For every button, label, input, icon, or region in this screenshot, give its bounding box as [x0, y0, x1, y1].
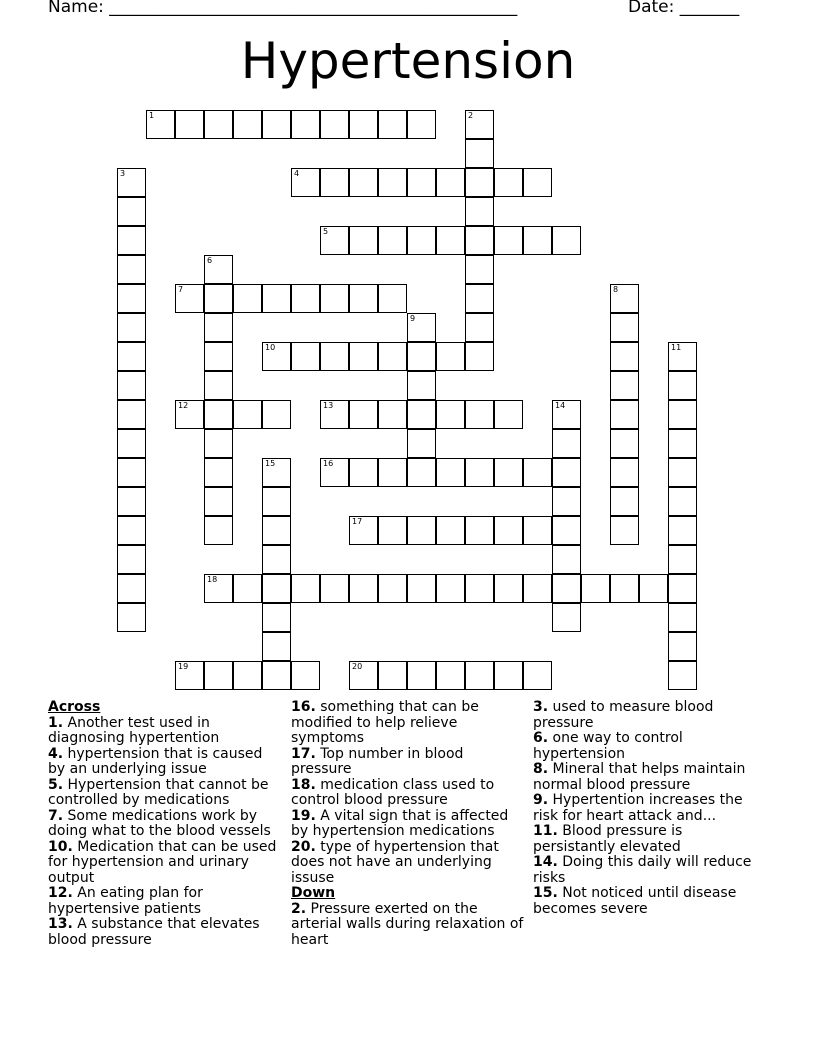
grid-cell[interactable] — [465, 226, 494, 255]
grid-cell[interactable] — [639, 574, 668, 603]
grid-cell[interactable] — [407, 226, 436, 255]
grid-cell[interactable] — [668, 458, 697, 487]
grid-cell[interactable] — [610, 400, 639, 429]
grid-cell[interactable] — [610, 342, 639, 371]
clue-item — [291, 747, 526, 778]
grid-cell[interactable] — [262, 487, 291, 516]
grid-cell[interactable] — [523, 458, 552, 487]
grid-cell[interactable] — [668, 516, 697, 545]
grid-cell[interactable] — [204, 284, 233, 313]
clue-item-text: Blood pressure is persistantly elevated — [533, 823, 683, 855]
grid-cell[interactable] — [262, 284, 291, 313]
grid-cell[interactable] — [204, 342, 233, 371]
clue-number: 7 — [178, 285, 184, 294]
grid-cell[interactable] — [117, 400, 146, 429]
grid-cell[interactable] — [465, 661, 494, 690]
grid-cell[interactable] — [204, 110, 233, 139]
grid-cell[interactable] — [204, 487, 233, 516]
grid-cell[interactable] — [465, 516, 494, 545]
clue-item-number: 5. — [48, 776, 64, 793]
grid-cell[interactable] — [117, 197, 146, 226]
grid-cell[interactable] — [494, 168, 523, 197]
clue-number: 1 — [149, 111, 155, 120]
grid-cell[interactable] — [668, 371, 697, 400]
grid-cell[interactable] — [378, 226, 407, 255]
clue-item-number: 20. — [291, 838, 316, 855]
clue-item — [533, 855, 768, 886]
down-clue-list-cont — [533, 700, 768, 917]
grid-cell[interactable] — [552, 429, 581, 458]
grid-cell[interactable] — [291, 574, 320, 603]
across-heading: Across — [48, 699, 101, 715]
grid-cell[interactable] — [552, 545, 581, 574]
grid-cell[interactable] — [668, 545, 697, 574]
clue-number: 17 — [352, 517, 363, 526]
grid-cell[interactable] — [204, 458, 233, 487]
clue-item-number: 7. — [48, 807, 64, 824]
clue-item-number: 2. — [291, 900, 307, 917]
grid-cell[interactable] — [204, 313, 233, 342]
clue-item — [533, 824, 768, 855]
clue-item — [48, 778, 278, 809]
grid-cell[interactable] — [291, 342, 320, 371]
clue-item-number: 12. — [48, 885, 73, 901]
grid-cell[interactable] — [436, 458, 465, 487]
grid-cell[interactable] — [407, 516, 436, 545]
grid-cell[interactable] — [117, 255, 146, 284]
grid-cell[interactable] — [175, 400, 204, 429]
grid-cell[interactable] — [465, 284, 494, 313]
grid-cell[interactable] — [262, 516, 291, 545]
grid-cell[interactable] — [262, 458, 291, 487]
grid-cell[interactable] — [436, 400, 465, 429]
grid-cell[interactable] — [407, 313, 436, 342]
grid-cell[interactable] — [320, 342, 349, 371]
grid-cell[interactable] — [552, 400, 581, 429]
clue-number: 16 — [323, 459, 334, 468]
grid-cell[interactable] — [117, 284, 146, 313]
clue-item-number: 14. — [533, 854, 558, 870]
grid-cell[interactable] — [523, 516, 552, 545]
grid-cell[interactable] — [349, 342, 378, 371]
grid-cell[interactable] — [465, 110, 494, 139]
grid-cell[interactable] — [407, 458, 436, 487]
clue-number: 2 — [468, 111, 474, 120]
clue-item-number: 13. — [48, 916, 73, 932]
grid-cell[interactable] — [610, 284, 639, 313]
clue-item-number: 16. — [291, 699, 316, 715]
grid-cell[interactable] — [175, 110, 204, 139]
grid-cell[interactable] — [523, 226, 552, 255]
grid-cell[interactable] — [668, 429, 697, 458]
grid-cell[interactable] — [117, 516, 146, 545]
grid-cell[interactable] — [407, 661, 436, 690]
grid-cell[interactable] — [320, 284, 349, 313]
grid-cell[interactable] — [291, 168, 320, 197]
grid-cell[interactable] — [349, 661, 378, 690]
grid-cell[interactable] — [378, 284, 407, 313]
clue-item-text: Another test used in diagnosing hypertention — [48, 714, 220, 746]
clue-item-number: 17. — [291, 745, 316, 762]
grid-cell[interactable] — [407, 110, 436, 139]
grid-cell[interactable] — [668, 574, 697, 603]
grid-cell[interactable] — [349, 168, 378, 197]
grid-cell[interactable] — [117, 371, 146, 400]
clue-item-text: one way to control hypertension — [533, 730, 683, 762]
grid-cell[interactable] — [320, 574, 349, 603]
grid-cell[interactable] — [291, 284, 320, 313]
grid-cell[interactable] — [378, 458, 407, 487]
clue-item-number: 6. — [533, 730, 549, 746]
grid-cell[interactable] — [349, 284, 378, 313]
grid-cell[interactable] — [117, 487, 146, 516]
clue-item-text: used to measure blood pressure — [533, 699, 714, 731]
grid-cell[interactable] — [291, 661, 320, 690]
clue-item-number: 18. — [291, 776, 316, 793]
grid-cell[interactable] — [465, 197, 494, 226]
grid-cell[interactable] — [552, 574, 581, 603]
date-field-label: Date: _______ — [628, 0, 740, 17]
grid-cell[interactable] — [117, 429, 146, 458]
grid-cell[interactable] — [465, 139, 494, 168]
clue-number: 18 — [207, 575, 218, 584]
clue-item — [533, 886, 768, 917]
grid-cell[interactable] — [233, 661, 262, 690]
grid-cell[interactable] — [407, 400, 436, 429]
grid-cell[interactable] — [523, 661, 552, 690]
clue-number: 14 — [555, 401, 566, 410]
grid-cell[interactable] — [262, 400, 291, 429]
clue-item-text: Mineral that helps maintain normal blood pressure — [533, 761, 746, 793]
grid-cell[interactable] — [291, 110, 320, 139]
grid-cell[interactable] — [407, 429, 436, 458]
grid-cell[interactable] — [668, 487, 697, 516]
grid-cell[interactable] — [552, 487, 581, 516]
clue-number: 12 — [178, 401, 189, 410]
grid-cell[interactable] — [610, 313, 639, 342]
grid-cell[interactable] — [610, 487, 639, 516]
grid-cell[interactable] — [523, 574, 552, 603]
name-field-label: Name: ________________________________________________ — [48, 0, 518, 17]
grid-cell[interactable] — [552, 603, 581, 632]
grid-cell[interactable] — [262, 574, 291, 603]
grid-cell[interactable] — [349, 226, 378, 255]
clue-item — [533, 700, 768, 731]
clue-item — [48, 840, 278, 887]
clue-item-number: 19. — [291, 807, 316, 824]
clue-item — [48, 809, 278, 840]
grid-cell[interactable] — [668, 603, 697, 632]
grid-cell[interactable] — [117, 458, 146, 487]
grid-cell[interactable] — [436, 574, 465, 603]
grid-cell[interactable] — [117, 342, 146, 371]
grid-cell[interactable] — [494, 661, 523, 690]
grid-cell[interactable] — [146, 110, 175, 139]
grid-cell[interactable] — [465, 255, 494, 284]
grid-cell[interactable] — [523, 168, 552, 197]
grid-cell[interactable] — [494, 458, 523, 487]
grid-cell[interactable] — [465, 574, 494, 603]
clue-item — [48, 886, 278, 917]
clue-item-text: An eating plan for hypertensive patients — [48, 885, 203, 917]
grid-cell[interactable] — [378, 168, 407, 197]
grid-cell[interactable] — [465, 342, 494, 371]
clue-item — [291, 902, 526, 949]
grid-cell[interactable] — [175, 661, 204, 690]
grid-cell[interactable] — [552, 516, 581, 545]
grid-cell[interactable] — [320, 168, 349, 197]
clue-item — [533, 731, 768, 762]
clue-item — [48, 716, 278, 747]
clue-item-number: 11. — [533, 823, 558, 839]
down-heading: Down — [291, 885, 336, 901]
grid-cell[interactable] — [320, 400, 349, 429]
grid-cell[interactable] — [117, 603, 146, 632]
grid-cell[interactable] — [262, 661, 291, 690]
grid-cell[interactable] — [117, 574, 146, 603]
clue-number: 19 — [178, 662, 189, 671]
grid-cell[interactable] — [610, 516, 639, 545]
clues-column-2 — [291, 700, 526, 948]
grid-cell[interactable] — [668, 661, 697, 690]
grid-cell[interactable] — [436, 516, 465, 545]
grid-cell[interactable] — [668, 400, 697, 429]
clue-item-text: Hypertention increases the risk for heart attack and... — [533, 792, 743, 824]
grid-cell[interactable] — [320, 226, 349, 255]
grid-cell[interactable] — [610, 574, 639, 603]
clue-number: 11 — [671, 343, 682, 352]
grid-cell[interactable] — [465, 313, 494, 342]
clue-item-number: 3. — [533, 699, 549, 715]
grid-cell[interactable] — [407, 574, 436, 603]
grid-cell[interactable] — [117, 545, 146, 574]
clue-item-text: Hypertension that cannot be controlled by medications — [48, 776, 269, 808]
clue-item-number: 1. — [48, 714, 64, 731]
grid-cell[interactable] — [349, 458, 378, 487]
clue-item-text: type of hypertension that does not have an underlying issuse — [291, 838, 499, 886]
clue-item-text: Pressure exerted on the arterial walls during relaxation of heart — [291, 900, 524, 948]
clue-number: 5 — [323, 227, 329, 236]
grid-cell[interactable] — [204, 255, 233, 284]
grid-cell[interactable] — [465, 400, 494, 429]
grid-cell[interactable] — [204, 429, 233, 458]
clue-number: 3 — [120, 169, 126, 178]
grid-cell[interactable] — [407, 342, 436, 371]
across-clue-list-cont — [291, 700, 526, 886]
grid-cell[interactable] — [610, 371, 639, 400]
grid-cell[interactable] — [117, 168, 146, 197]
clue-item-text: A substance that elevates blood pressure — [48, 916, 260, 948]
clues-column-3 — [533, 700, 768, 917]
grid-cell[interactable] — [349, 110, 378, 139]
grid-cell[interactable] — [436, 168, 465, 197]
clue-item-text: Not noticed until disease becomes severe — [533, 885, 737, 917]
clue-item-text: Some medications work by doing what to the blood vessels — [48, 807, 271, 839]
clue-number: 4 — [294, 169, 300, 178]
clue-item — [291, 778, 526, 809]
page-title: Hypertension — [240, 32, 576, 90]
clue-item-text: Medication that can be used for hypertension and urinary output — [48, 838, 277, 886]
clue-item-text: medication class used to control blood pressure — [291, 776, 495, 808]
grid-cell[interactable] — [378, 342, 407, 371]
grid-cell[interactable] — [349, 400, 378, 429]
clue-item-text: Doing this daily will reduce risks — [533, 854, 752, 886]
clue-number: 8 — [613, 285, 619, 294]
clue-item — [48, 747, 278, 778]
grid-cell[interactable] — [465, 458, 494, 487]
grid-cell[interactable] — [349, 574, 378, 603]
grid-cell[interactable] — [494, 226, 523, 255]
clue-item-number: 10. — [48, 838, 73, 855]
grid-cell[interactable] — [378, 661, 407, 690]
grid-cell[interactable] — [262, 545, 291, 574]
clue-number: 10 — [265, 343, 276, 352]
clue-item-text: A vital sign that is affected by hypertension medications — [291, 807, 509, 839]
grid-cell[interactable] — [494, 400, 523, 429]
grid-cell[interactable] — [436, 661, 465, 690]
grid-cell[interactable] — [262, 632, 291, 661]
grid-cell[interactable] — [204, 400, 233, 429]
clues-column-1 — [48, 700, 278, 948]
grid-cell[interactable] — [668, 342, 697, 371]
clue-item — [291, 809, 526, 840]
grid-cell[interactable] — [349, 516, 378, 545]
grid-cell[interactable] — [320, 110, 349, 139]
grid-cell[interactable] — [262, 342, 291, 371]
grid-cell[interactable] — [233, 110, 262, 139]
grid-cell[interactable] — [117, 313, 146, 342]
clue-number: 15 — [265, 459, 276, 468]
grid-cell[interactable] — [407, 168, 436, 197]
grid-cell[interactable] — [117, 226, 146, 255]
clue-number: 6 — [207, 256, 213, 265]
grid-cell[interactable] — [204, 516, 233, 545]
across-clue-list — [48, 716, 278, 949]
clue-item — [48, 917, 278, 948]
grid-cell[interactable] — [233, 284, 262, 313]
grid-cell[interactable] — [262, 603, 291, 632]
down-clue-list — [291, 902, 526, 949]
grid-cell[interactable] — [378, 516, 407, 545]
grid-cell[interactable] — [610, 429, 639, 458]
grid-cell[interactable] — [378, 400, 407, 429]
grid-cell[interactable] — [175, 284, 204, 313]
grid-cell[interactable] — [233, 574, 262, 603]
grid-cell[interactable] — [494, 574, 523, 603]
grid-cell[interactable] — [233, 400, 262, 429]
grid-cell[interactable] — [262, 110, 291, 139]
grid-cell[interactable] — [378, 110, 407, 139]
grid-cell[interactable] — [320, 458, 349, 487]
clue-item — [533, 793, 768, 824]
clue-item-number: 9. — [533, 792, 549, 808]
grid-cell[interactable] — [552, 226, 581, 255]
clue-item-text: hypertension that is caused by an underlying issue — [48, 745, 263, 777]
clue-number: 20 — [352, 662, 363, 671]
clue-item — [291, 840, 526, 887]
grid-cell[interactable] — [668, 632, 697, 661]
grid-cell[interactable] — [204, 661, 233, 690]
grid-cell[interactable] — [494, 516, 523, 545]
grid-cell[interactable] — [204, 371, 233, 400]
clue-item-number: 8. — [533, 761, 549, 777]
grid-cell[interactable] — [407, 371, 436, 400]
grid-cell[interactable] — [378, 574, 407, 603]
clue-item — [291, 700, 526, 747]
grid-cell[interactable] — [436, 226, 465, 255]
grid-cell[interactable] — [465, 168, 494, 197]
clue-item-number: 15. — [533, 885, 558, 901]
clue-item-number: 4. — [48, 745, 64, 762]
clue-item-text: something that can be modified to help relieve symptoms — [291, 699, 479, 746]
grid-cell[interactable] — [436, 342, 465, 371]
clue-item — [533, 762, 768, 793]
clue-number: 9 — [410, 314, 416, 323]
grid-cell[interactable] — [610, 458, 639, 487]
grid-cell[interactable] — [581, 574, 610, 603]
grid-cell[interactable] — [552, 458, 581, 487]
clue-item-text: Top number in blood pressure — [291, 745, 464, 777]
clue-number: 13 — [323, 401, 334, 410]
grid-cell[interactable] — [204, 574, 233, 603]
